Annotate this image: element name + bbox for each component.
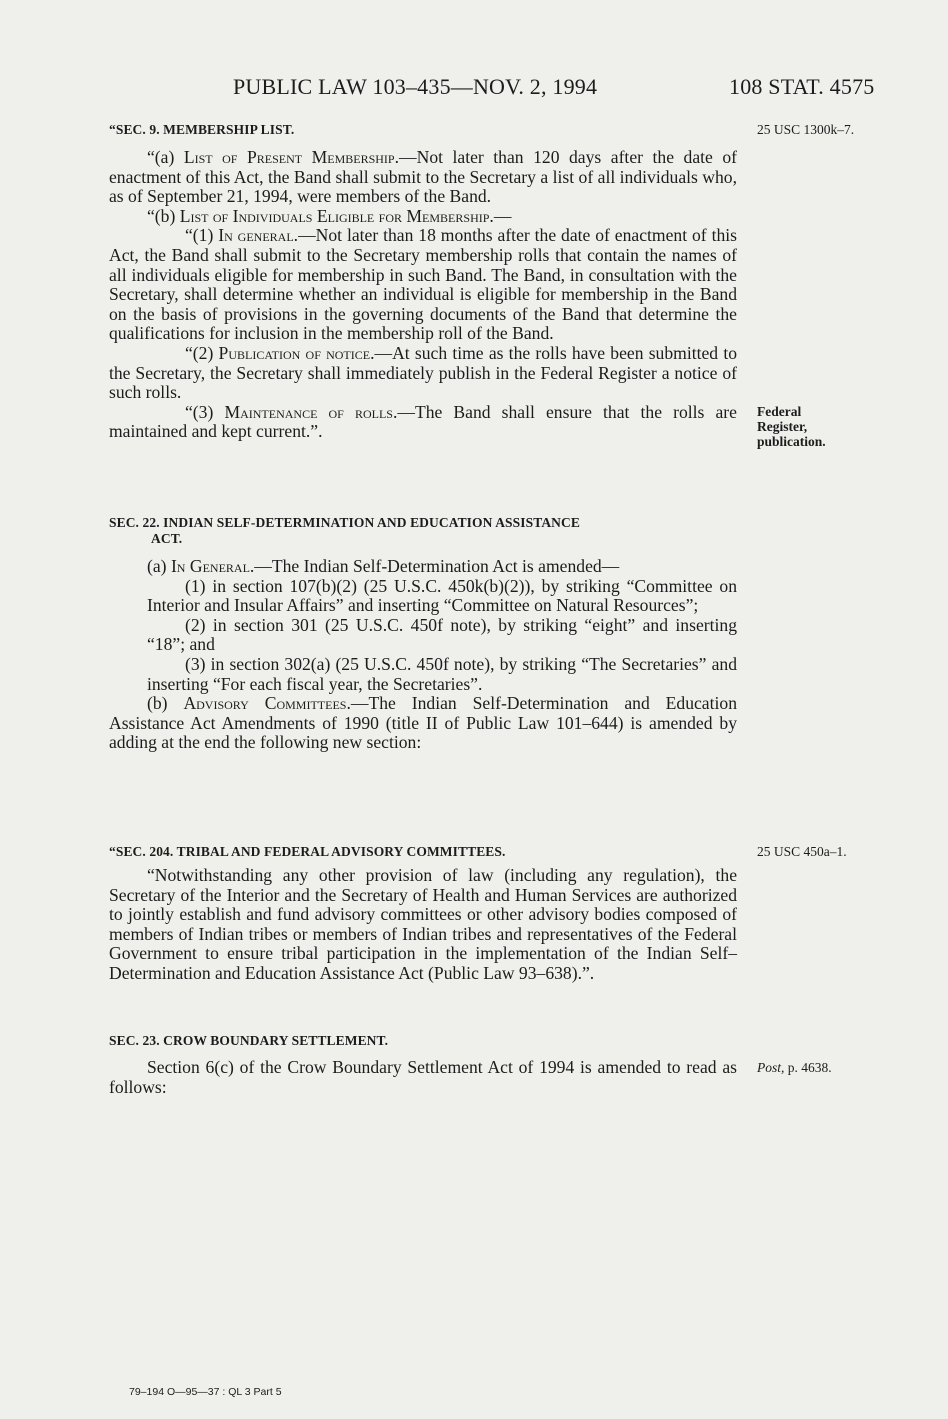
para-text: —The Band shall ensure that the rolls are maintained and kept current.”. xyxy=(109,401,737,442)
margin-note-usc-450a-1: 25 USC 450a–1. xyxy=(757,844,847,859)
section-heading: “SEC. 204. TRIBAL AND FEDERAL ADVISORY COMMITTEES. xyxy=(109,844,506,859)
paragraph-22a xyxy=(109,557,737,577)
sec9-body xyxy=(109,148,737,442)
para-text: —Not later than 120 days after the date of enactment of this Act, the Band shall submit to the Secretary a list of all individuals who, as of September 21, 1994, were members of the Band. xyxy=(109,147,737,207)
section-heading-cont: ACT. xyxy=(151,531,183,546)
margin-note-federal-register xyxy=(757,404,826,449)
para-prefix: “(1) xyxy=(185,225,219,246)
para-prefix: “(a) xyxy=(147,147,184,167)
para-caption: Maintenance of rolls. xyxy=(224,401,398,422)
section-heading: SEC. 23. CROW BOUNDARY SETTLEMENT. xyxy=(109,1033,389,1048)
paragraph-a xyxy=(109,148,737,207)
running-header-title: PUBLIC LAW 103–435—NOV. 2, 1994 xyxy=(233,74,598,99)
sec204-body xyxy=(109,866,737,984)
para-caption: Advisory Committees. xyxy=(183,693,351,714)
para-text: —The Indian Self-Determination Act is amended— xyxy=(254,556,620,576)
paragraph-204: “Notwithstanding any other provision of law (including any regulation), the Secretary of the Interior and the Secretary of Health and Human Services are authorized to jointly establish and fund advisory committees or other advisory bodies composed of members of Indian tribes or members of Indian tribes and representatives of the Federal Government to ensure tribal participation in the implementation of the Indian Self–Determination and Education Assistance Act (Public Law 93–638).”. xyxy=(109,865,737,983)
paragraph-22b xyxy=(109,694,737,753)
para-caption: List of Present Membership. xyxy=(183,147,400,167)
para-prefix: “(3) xyxy=(185,401,225,422)
paragraph-22a1: (1) in section 107(b)(2) (25 U.S.C. 450k(b)(2)), by striking “Committee on Interior and Insular Affairs” and inserting “Committee on Natural Resources”; xyxy=(147,575,737,616)
paragraph-22a3: (3) in section 302(a) (25 U.S.C. 450f note), by striking “The Secretaries” and inserting “For each fiscal year, the Secretaries”. xyxy=(147,653,737,694)
sec9-heading-block xyxy=(109,122,737,138)
para-caption: List of Individuals Eligible for Membership. xyxy=(179,205,494,226)
para-caption: In general. xyxy=(218,225,299,246)
para-caption: Publication of notice. xyxy=(218,342,375,363)
para-text: —The Indian Self-Determination and Education Assistance Act Amendments of 1990 (title II of Public Law 101–644) is amended by adding at the end the following new section: xyxy=(109,693,737,753)
para-text: —Not later than 18 months after the date of enactment of this Act, the Band shall submit to the Secretary membership rolls that contain the names of all individuals eligible for membership in such Band. The Band, in consultation with the Secretary, shall determine whether an individual is eligible for membership in the Band on the basis of provisions in the governing documents of the Band that determine the qualifications for inclusion in the membership roll of the Band. xyxy=(109,225,737,344)
running-header-page: 108 STAT. 4575 xyxy=(729,74,875,99)
margin-note-line: publication. xyxy=(757,434,826,449)
paragraph-22a2: (2) in section 301 (25 U.S.C. 450f note), by striking “eight” and inserting “18”; and xyxy=(147,614,737,655)
printer-footer: 79–194 O—95—37 : QL 3 Part 5 xyxy=(129,1386,282,1398)
sec22-heading-block xyxy=(109,515,737,547)
paragraph-b1 xyxy=(109,226,737,344)
paragraph-b3 xyxy=(109,403,737,442)
section-heading: “SEC. 9. MEMBERSHIP LIST. xyxy=(109,122,295,137)
sec22-body xyxy=(109,557,737,753)
margin-note-line: Register, xyxy=(757,419,808,434)
section-heading: SEC. 22. INDIAN SELF-DETERMINATION AND EDUCATION ASSISTANCE xyxy=(109,515,580,530)
paragraph-b xyxy=(109,207,737,227)
para-prefix: (a) xyxy=(147,556,171,576)
para-prefix: “(b) xyxy=(147,205,180,226)
para-caption: In General. xyxy=(170,556,255,576)
para-text: —At such time as the rolls have been submitted to the Secretary, the Secretary shall immediately publish in the Federal Register a notice of such rolls. xyxy=(109,342,737,403)
para-prefix: (b) xyxy=(147,693,184,714)
sec23-body xyxy=(109,1058,737,1097)
paragraph-23: Section 6(c) of the Crow Boundary Settlement Act of 1994 is amended to read as follows: xyxy=(109,1057,737,1097)
margin-note-usc-1300k-7: 25 USC 1300k–7. xyxy=(757,122,855,137)
para-text: — xyxy=(493,205,512,226)
margin-note-post-page xyxy=(757,1060,832,1075)
sec204-heading-block xyxy=(109,844,737,860)
margin-note-rest: p. 4638. xyxy=(784,1060,832,1075)
para-prefix: “(2) xyxy=(185,342,219,363)
margin-note-italic: Post, xyxy=(757,1060,785,1075)
paragraph-b2 xyxy=(109,344,737,403)
sec23-heading-block xyxy=(109,1033,737,1049)
margin-note-line: Federal xyxy=(757,404,802,419)
